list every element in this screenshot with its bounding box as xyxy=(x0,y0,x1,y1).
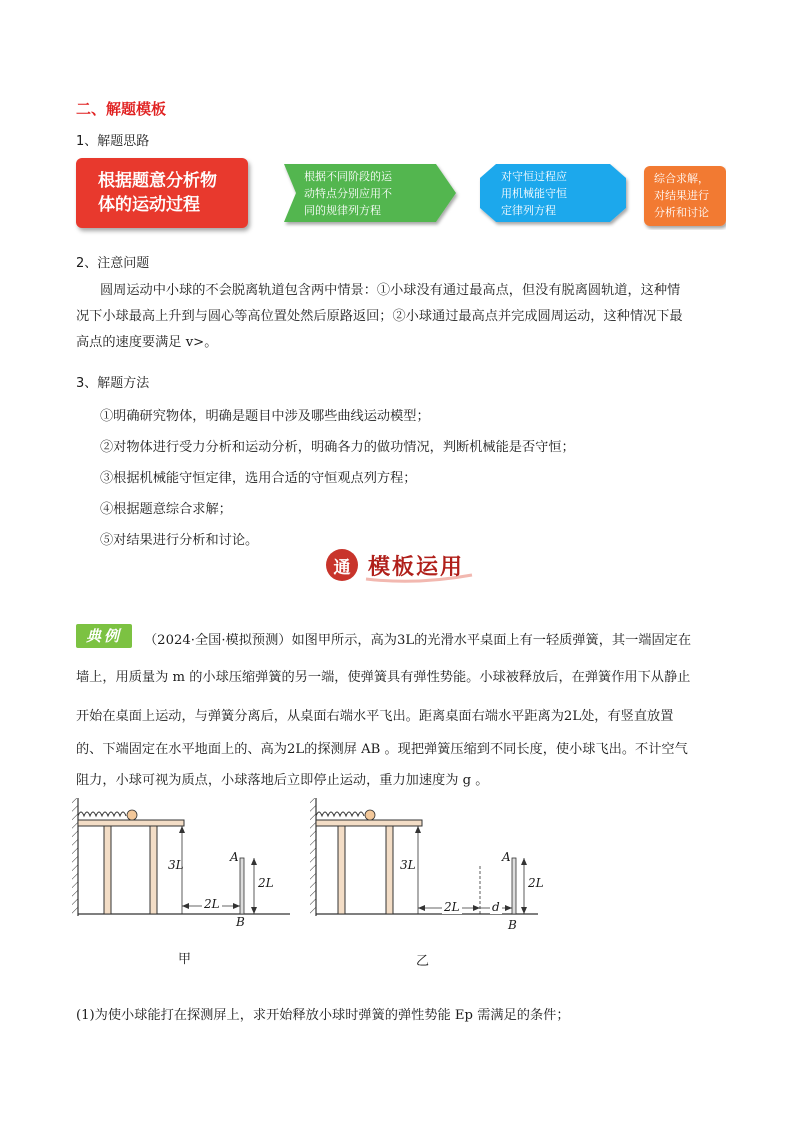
wall-hatch xyxy=(72,798,78,916)
fig-left-point-b: B xyxy=(236,915,245,929)
ball xyxy=(365,810,375,820)
section-title: 二、解题模板 xyxy=(76,100,167,118)
fig-right-height-label: 3L xyxy=(400,858,416,872)
example-line-1: （2024·全国·模拟预测）如图甲所示，高为3L的光滑水平桌面上有一轻质弹簧，其一端固定在 xyxy=(144,633,692,648)
notes-line-2: 况下小球最高上升到与圆心等高位置处然后原路返回；②小球通过最高点并完成圆周运动，这种情况下最 xyxy=(76,309,683,324)
notes-heading: 2、注意问题 xyxy=(76,256,150,271)
flow-shapes xyxy=(76,158,726,230)
example-line-3: 开始在桌面上运动，与弹簧分离后，从桌面右端水平飞出。距离桌面右端水平距离为2L处，有竖直放置 xyxy=(76,709,674,724)
table-leg-right xyxy=(150,826,157,914)
example-line-5: 阻力，小球可视为质点，小球落地后立即停止运动，重力加速度为 g 。 xyxy=(76,773,489,788)
flow-step-1-line2: 体的运动过程 xyxy=(98,195,200,215)
fig-left-point-a: A xyxy=(230,850,239,864)
flow-step-2-line3: 同的规律列方程 xyxy=(304,204,381,217)
spring xyxy=(78,812,126,816)
question-text: (1)为使小球能打在探测屏上，求开始释放小球时弹簧的弹性势能 Ep 需满足的条件； xyxy=(76,1008,570,1023)
wall-hatch xyxy=(310,798,316,916)
example-line-2: 墙上，用质量为 m 的小球压缩弹簧的另一端，使弹簧具有弹性势能。小球被释放后，在弹簧作用下从静止 xyxy=(76,670,691,685)
table-top xyxy=(316,820,422,826)
banner-text: 模板运用 xyxy=(368,554,465,580)
thinking-heading: 1、解题思路 xyxy=(76,134,150,149)
flow-step-4-line3: 分析和讨论 xyxy=(654,206,709,219)
notes-line-1: 圆周运动中小球的不会脱离轨道包含两中情景：①小球没有通过最高点，但没有脱离圆轨道，这种情 xyxy=(100,283,681,298)
example-tag-label: 典例 xyxy=(85,627,122,645)
screen xyxy=(240,858,244,914)
notes-line-3: 高点的速度要满足 v>。 xyxy=(76,335,218,350)
flow-step-3-line2: 用机械能守恒 xyxy=(501,187,567,200)
flow-step-2 xyxy=(304,168,392,219)
method-item-3: ③根据机械能守恒定律，选用合适的守恒观点列方程； xyxy=(100,471,417,486)
method-item-5: ⑤对结果进行分析和讨论。 xyxy=(100,533,259,548)
flow-step-4-line1: 综合求解， xyxy=(654,172,709,185)
spring xyxy=(316,812,364,816)
fig-left-screen-label: 2L xyxy=(258,876,274,890)
screen xyxy=(512,858,516,914)
fig-right-point-a: A xyxy=(502,850,511,864)
ball xyxy=(127,810,137,820)
fig-left-distance-label: 2L xyxy=(204,897,220,911)
table-leg-left xyxy=(104,826,111,914)
banner-seal: 通 xyxy=(333,558,351,578)
flow-step-2-line1: 根据不同阶段的运 xyxy=(304,170,392,183)
table-top xyxy=(78,820,184,826)
figure-right xyxy=(308,796,540,936)
example-tag xyxy=(76,624,132,648)
flow-diagram xyxy=(76,158,726,228)
fig-right-gap-label: d xyxy=(492,900,500,914)
example-line-4: 的、下端固定在水平地面上的、高为2L的探测屏 AB 。现把弹簧压缩到不同长度，使小球飞出。不计空气 xyxy=(76,742,688,757)
flow-step-3 xyxy=(501,168,567,219)
method-heading: 3、解题方法 xyxy=(76,376,150,391)
fig-right-screen-label: 2L xyxy=(528,876,544,890)
fig-right-point-b: B xyxy=(508,918,517,932)
banner xyxy=(322,545,482,585)
flow-step-3-line3: 定律列方程 xyxy=(501,204,556,217)
table-leg-right xyxy=(386,826,393,914)
flow-step-3-line1: 对守恒过程应 xyxy=(501,170,567,183)
fig-right-distance-label: 2L xyxy=(444,900,460,914)
table-leg-left xyxy=(338,826,345,914)
fig-left-height-label: 3L xyxy=(168,858,184,872)
fig-left-caption: 甲 xyxy=(178,952,192,967)
method-item-1: ①明确研究物体，明确是题目中涉及哪些曲线运动模型； xyxy=(100,409,430,424)
fig-right-caption: 乙 xyxy=(416,954,430,969)
flow-step-4 xyxy=(654,170,709,221)
method-item-4: ④根据题意综合求解； xyxy=(100,502,232,517)
flow-step-4-line2: 对结果进行 xyxy=(654,189,709,202)
flow-step-1-line1: 根据题意分析物 xyxy=(98,171,217,191)
method-item-2: ②对物体进行受力分析和运动分析，明确各力的做功情况，判断机械能是否守恒； xyxy=(100,440,575,455)
flow-step-2-line2: 动特点分别应用不 xyxy=(304,187,392,200)
